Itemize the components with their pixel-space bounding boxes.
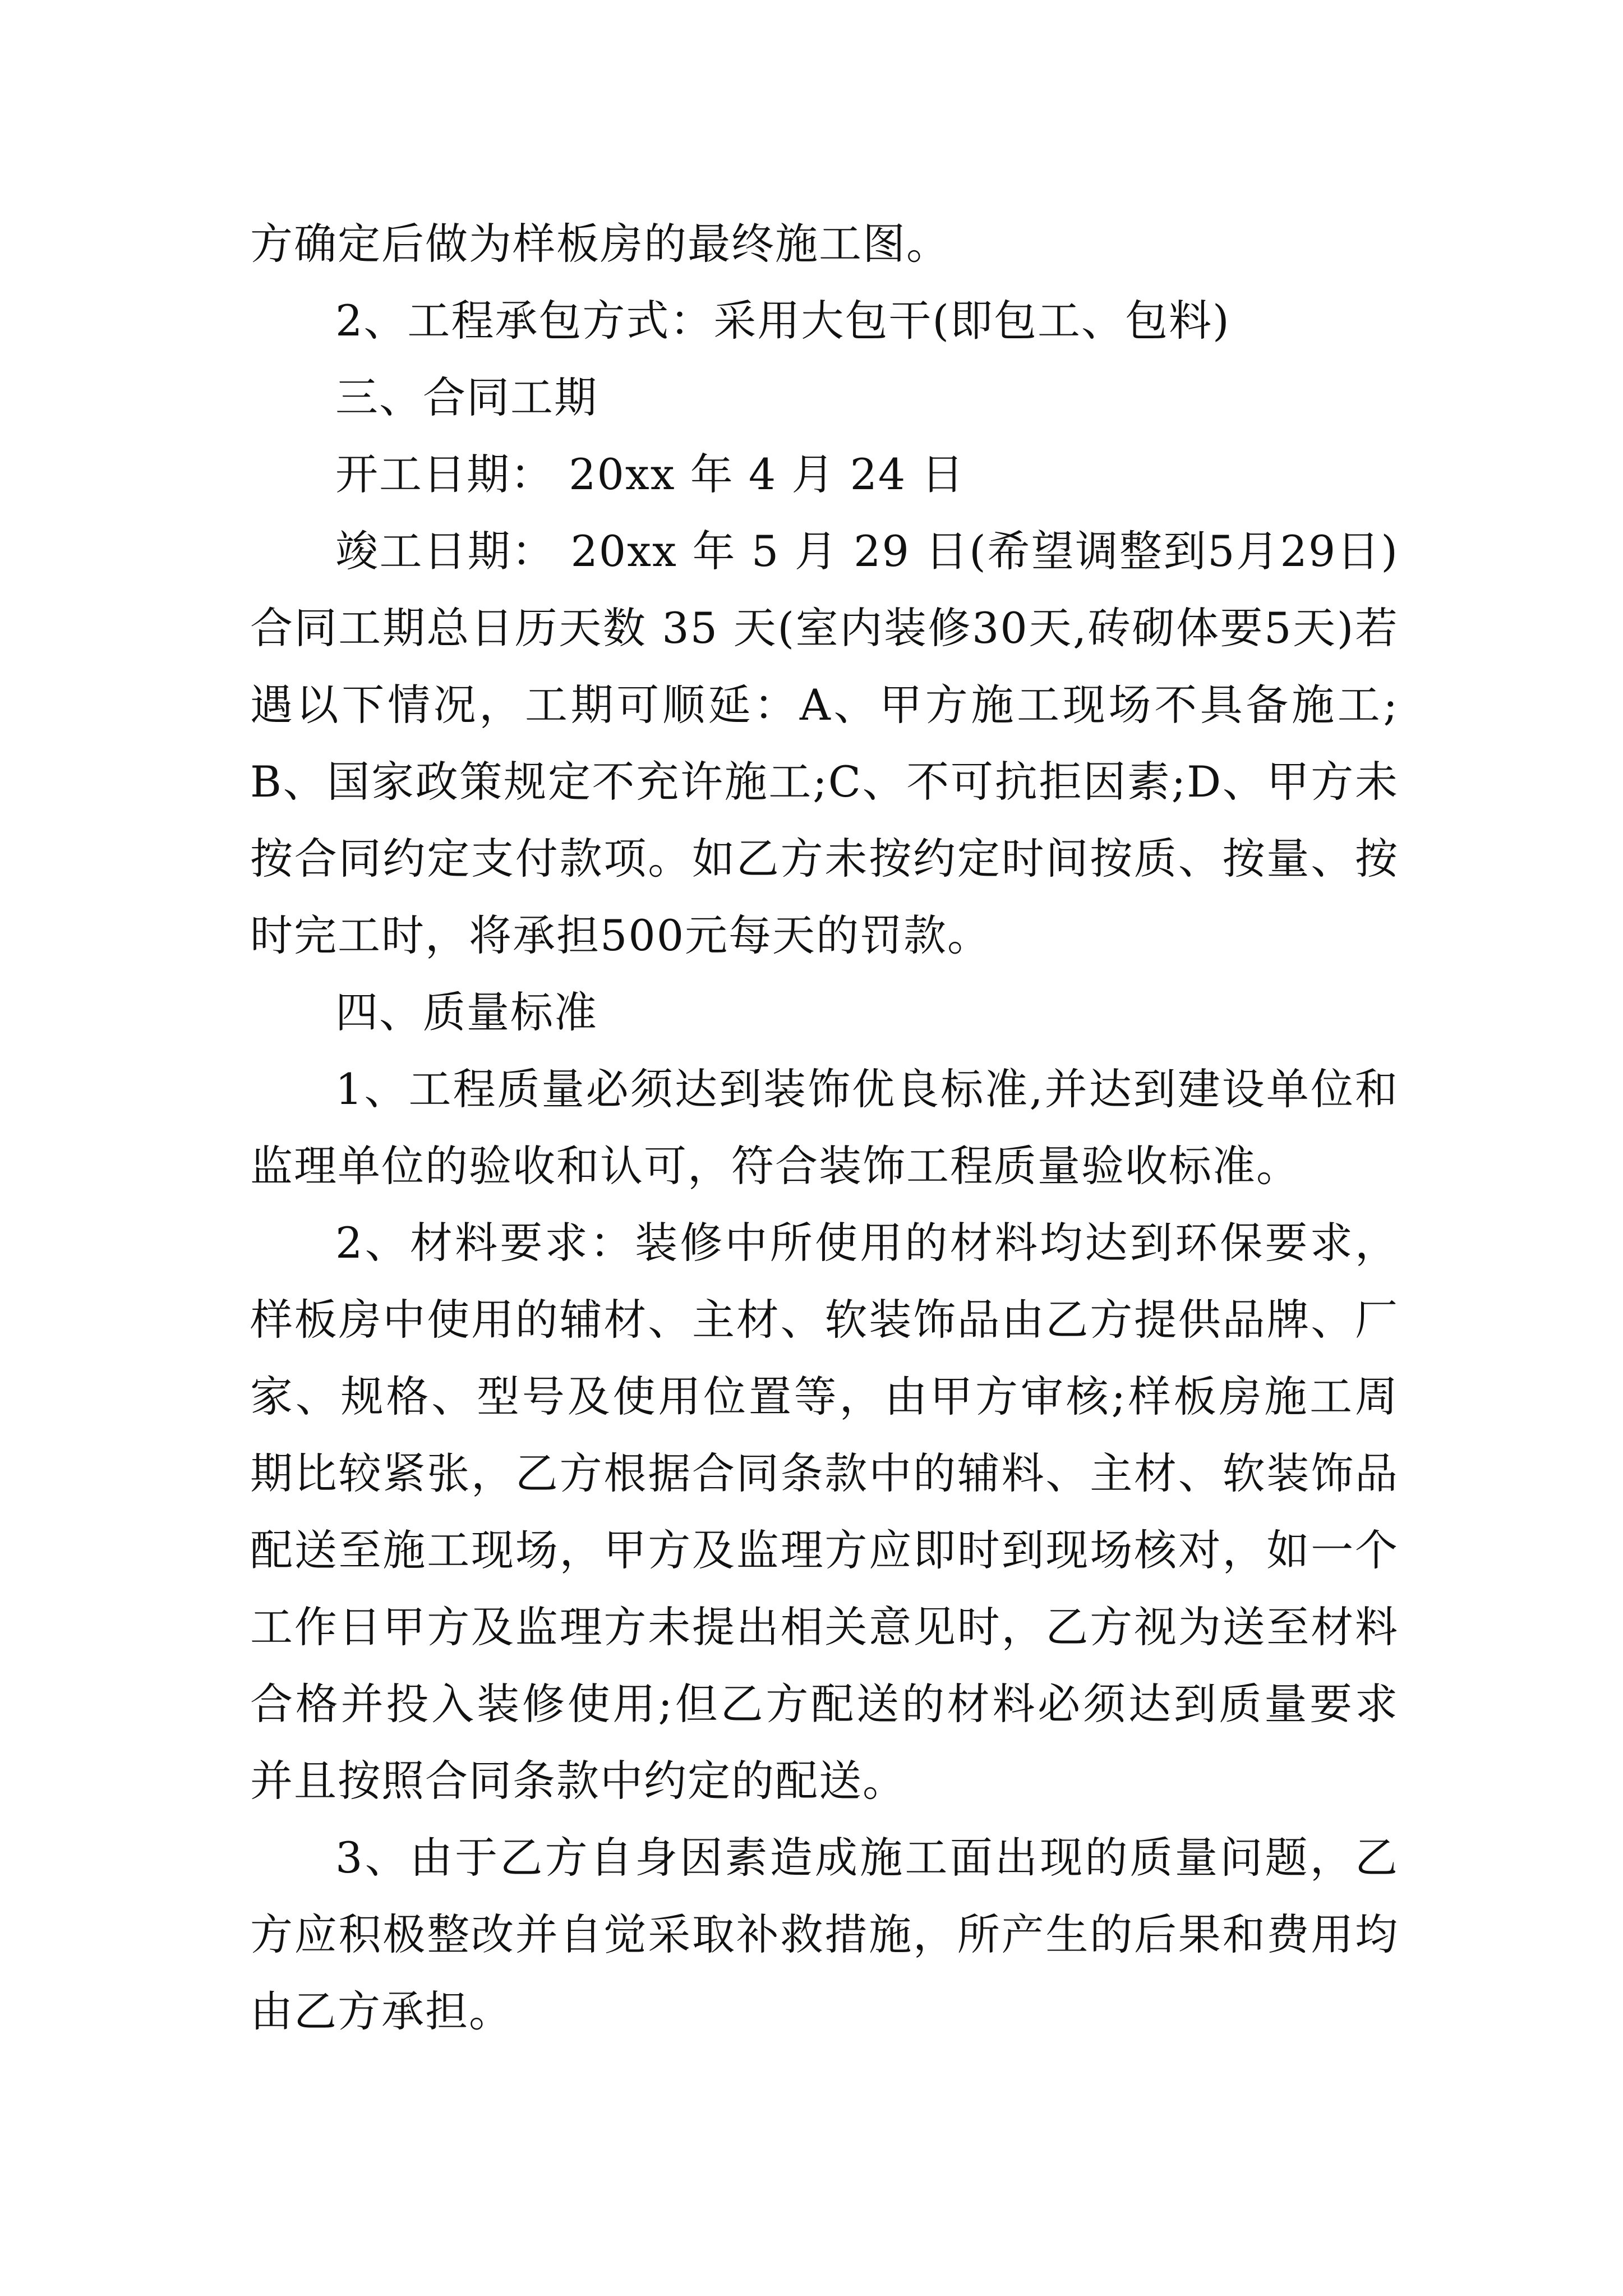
paragraph-quality-issues: 3、由于乙方自身因素造成施工面出现的质量问题，乙方应积极整改并自觉采取补救措施，所产生的后果和费用均由乙方承担。 bbox=[250, 1833, 1399, 2036]
section-heading-contract-period: 三、合同工期 bbox=[335, 372, 598, 422]
paragraph-completion-date: 竣工日期： 20xx 年 5 月 29 日(希望调整到5月29日)合同工期总日历天数 35 天(室内装修30天,砖砌体要5天)若遇以下情况，工期可顺延：A、甲方施工现场不具备施工;B、国家政策规定不充许施工;C、不可抗拒因素;D、甲方未按合同约定支付款项。如乙方未按约定时间按质、按量、按时完工时，将承担500元每天的罚款。 bbox=[250, 526, 1399, 960]
paragraph-start-date: 开工日期： 20xx 年 4 月 24 日 bbox=[335, 449, 965, 499]
section-heading-quality-standard: 四、质量标准 bbox=[335, 987, 598, 1037]
paragraph-material-requirement: 2、材料要求：装修中所使用的材料均达到环保要求，样板房中使用的辅材、主材、软装饰品由乙方提供品牌、厂家、规格、型号及使用位置等，由甲方审核;样板房施工周期比较紧张，乙方根据合同条款中的辅料、主材、软装饰品配送至施工现场，甲方及监理方应即时到现场核对，如一个工作日甲方及监理方未提出相关意见时，乙方视为送至材料合格并投入装修使用;但乙方配送的材料必须达到质量要求并且按照合同条款中约定的配送。 bbox=[250, 1218, 1399, 1806]
paragraph-contract-method: 2、工程承包方式：采用大包干(即包工、包料) bbox=[335, 296, 1230, 346]
document-body bbox=[250, 205, 1399, 2050]
paragraph-quality-requirement: 1、工程质量必须达到装饰优良标准,并达到建设单位和监理单位的验收和认可，符合装饰工程质量验收标准。 bbox=[250, 1064, 1399, 1191]
paragraph-continuation: 方确定后做为样板房的最终施工图。 bbox=[250, 219, 950, 269]
